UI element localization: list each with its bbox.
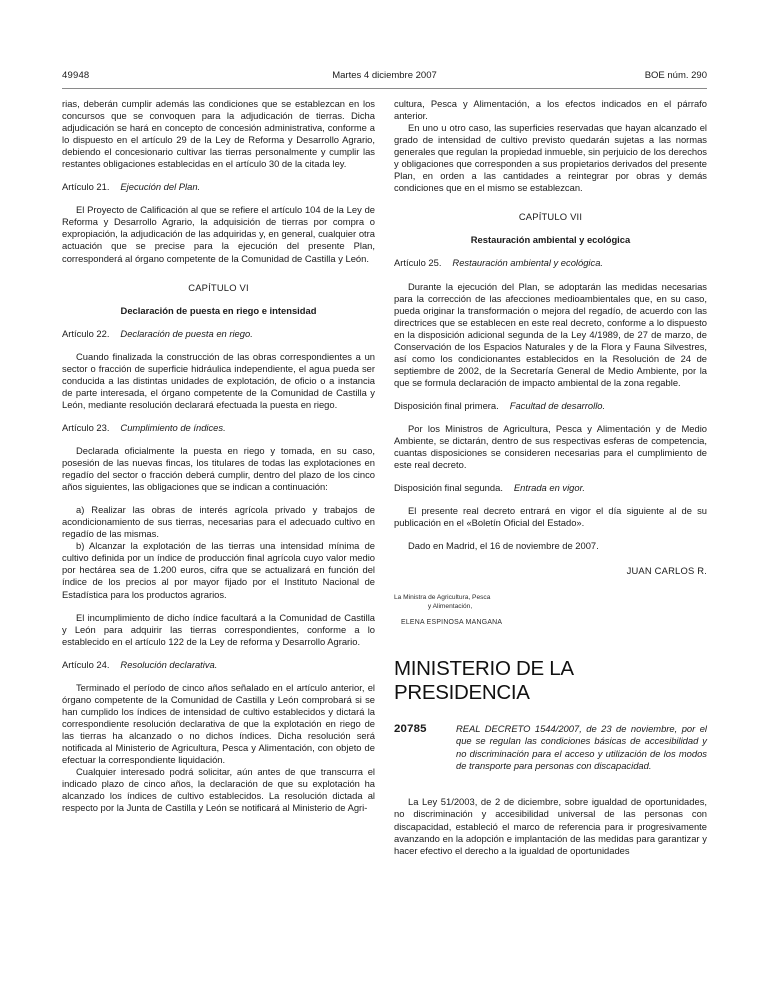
minister-role [394, 593, 506, 611]
article-23-title: Cumplimiento de índices. [120, 421, 226, 433]
decree-entry-number: 20785 [394, 723, 427, 736]
article-24-body-2: Cualquier interesado podrá solicitar, aún antes de que transcurra el indicado plazo de cinco años, la declaración de que su explotación ha alcanzado los índices de cultivo establecidos. La resolución dictada al respecto por la Junta de Castilla y León se notificará al Ministerio de Agri- [62, 766, 375, 814]
article-25-heading [394, 257, 707, 269]
chapter-vii-subtitle: Restauración ambiental y ecológica [470, 234, 631, 246]
article-21-body: El Proyecto de Calificación al que se refiere el artículo 104 de la Ley de Reforma y Desarrollo Agrario, la adquisición de tierras por compra o expropiación, la adjudicación de las adquiridas y, en general, cualquier otra actuación que se precise para la ejecución del presente Plan, corresponderá al órgano competente de la Comunidad de Castilla y León. [62, 204, 375, 264]
disposicion-segunda-title: Entrada en vigor. [513, 482, 585, 494]
article-21-title: Ejecución del Plan. [120, 181, 201, 193]
disposicion-primera-title: Facultad de desarrollo. [509, 399, 606, 411]
minister-name: ELENA ESPINOSA MANGANA [401, 619, 503, 627]
article-23-heading [62, 422, 375, 434]
right-column [394, 98, 707, 857]
decree-body-paragraph: La Ley 51/2003, de 2 de diciembre, sobre igualdad de oportunidades, no discriminación y accesibilidad universal de las personas con discapacidad, estableció el marco de referencia para ir progresivamente avanzando en la adopción e implantación de las medidas para garantizar y hacer efectivo el derecho a la igualdad de oportunidades [394, 796, 707, 856]
article-24-title: Resolución declarativa. [120, 658, 218, 670]
disposicion-primera-number: Disposición final primera. [394, 399, 499, 411]
disposicion-segunda-body: El presente real decreto entrará en vigor el día siguiente al de su publicación en el «Boletín Oficial del Estado». [394, 505, 707, 529]
article-24-body: Terminado el período de cinco años señalado en el artículo anterior, el órgano competente de la Comunidad de Castilla y León comprobará si se han cumplido los índices de intensidad de cultivo establecidos y dictará la correspondiente resolución declarativa de que la explotación en riego de las tierras ha alcanzado o no dichos índices. Dicha resolución será notificada al Ministerio de Agricultura, Pesca y Alimentación, con objeto de efectuar la correspondiente liquidación. [62, 681, 375, 766]
minister-role-line-2: y Alimentación, [427, 603, 473, 611]
article-23-body: Declarada oficialmente la puesta en riego y tomada, en su caso, posesión de las nuevas fincas, los titulares de todas las explotaciones en regadío del sector o fracción deberá cumplir, dentro del plazo de los cinco años siguientes, las obligaciones que se indican a continuación: [62, 444, 375, 493]
article-21-number: Artículo 21. [62, 181, 110, 193]
disposicion-primera-heading [394, 400, 707, 412]
king-signature: JUAN CARLOS R. [626, 565, 707, 577]
article-23-item-a: a) Realizar las obras de interés agrícola privado y trabajos de acondicionamiento de sus tierras, necesarias para el adecuado cultivo en regadío de las mismas. [62, 504, 375, 540]
article-23-closing: El incumplimiento de dicho índice facultará a la Comunidad de Castilla y León para adquirir las tierras correspondientes, conforme a lo establecido en el artículo 122 de la Ley de reforma y Desarrollo Agrario. [62, 611, 375, 647]
running-head [62, 70, 707, 88]
article-25-title: Restauración ambiental y ecológica. [452, 257, 604, 269]
disposicion-segunda-number: Disposición final segunda. [394, 482, 503, 494]
article-22-number: Artículo 22. [62, 327, 110, 339]
article-22-heading [62, 328, 375, 340]
disposicion-primera-body: Por los Ministros de Agricultura, Pesca y Alimentación y de Medio Ambiente, se dictarán, dentro de sus respectivas esferas de competencia, cuantas disposiciones se consideren necesarias para el cumplimiento de este real decreto. [394, 422, 707, 471]
right-continued-paragraph: cultura, Pesca y Alimentación, a los efectos indicados en el párrafo anterior. [394, 98, 707, 122]
left-column [62, 98, 375, 814]
right-paragraph-2: En uno u otro caso, las superficies reservadas que hayan alcanzado el grado de intensidad de cultivo previsto quedarán sujetas a las normas generales que regulan la propiedad inmueble, sin perjuicio de los derechos y obligaciones que corresponden a sus propietarios derivados del presente Plan, en orden a las cantidades a reintegrar por obras y demás condiciones que en el mismo se establezcan. [394, 122, 707, 194]
boe-issue-number: BOE núm. 290 [644, 70, 707, 81]
article-25-body: Durante la ejecución del Plan, se adoptarán las medidas necesarias para la corrección de las afecciones medioambientales que, en su caso, pueda originar la transformación o mejora del regadío, de acuerdo con las directrices que se establecen en este real decreto, conforme a lo dispuesto en la disposición adicional segunda de la Ley 4/1989, de 27 de marzo, de Conservación de los Espacios Naturales y de la Flora y Fauna Silvestres, así como los condicionantes establecidos en la Resolución de 24 de septiembre de 2002, de la Secretaría General de Medio Ambiente, por la que se formula declaración de impacto ambiental de la zona regable. [394, 280, 707, 388]
article-23-item-b: b) Alcanzar la explotación de las tierras una intensidad mínima de cultivo definida por un índice de producción final agrícola cuyo valor medio por hectárea sea de 1.200 euros, cifra que se actualizará en función del índice de los precios al por mayor fijado por el Instituto Nacional de Estadística para los productos agrarios. [62, 540, 375, 600]
header-rule [62, 88, 707, 89]
disposicion-segunda-heading [394, 482, 707, 494]
chapter-vi-label: CAPÍTULO VI [188, 281, 249, 293]
minister-signature-block [394, 593, 707, 627]
article-25-number: Artículo 25. [394, 257, 442, 269]
article-24-heading [62, 659, 375, 671]
article-24-number: Artículo 24. [62, 658, 110, 670]
continued-paragraph: rias, deberán cumplir además las condiciones que se establezcan en los concursos que se convoquen para la adjudicación de tierras. Dicha adjudicación se hará en concepto de concesión administrativa, conforme a lo dispuesto en el artículo 29 de la Ley de Reforma y Desarrollo Agrario, debiendo el concesionario cultivar las tierras personalmente y cumplir las restantes obligaciones establecidas en el artículo 30 de la citada ley. [62, 98, 375, 170]
chapter-vii-label: CAPÍTULO VII [518, 211, 583, 223]
article-22-body: Cuando finalizada la construcción de las obras correspondientes a un sector o fracción de superficie hidráulica independiente, el agua pueda ser conducida a las distintas unidades de explotación, de oficio o a instancia de parte interesada, el órgano competente de la Comunidad de Castilla y León, mediante resolución declarará efectuada la puesta en riego. [62, 350, 375, 410]
article-23-number: Artículo 23. [62, 421, 110, 433]
dated-line: Dado en Madrid, el 16 de noviembre de 2007. [408, 540, 599, 552]
ministry-heading: MINISTERIO DE LA PRESIDENCIA [394, 657, 573, 705]
chapter-vi-subtitle: Declaración de puesta en riego e intensidad [120, 304, 317, 316]
article-22-title: Declaración de puesta en riego. [120, 327, 253, 339]
running-head-title: Martes 4 diciembre 2007 [332, 70, 437, 81]
decree-entry [394, 723, 707, 785]
decree-entry-title: REAL DECRETO 1544/2007, de 23 de noviembre, por el que se regulan las condiciones básicas de accesibilidad y no discriminación para el acceso y utilización de los modos de transporte para personas con discapacidad. [456, 723, 707, 771]
page-folio-number: 49948 [62, 70, 90, 81]
minister-role-line-1: La Ministra de Agricultura, Pesca [394, 594, 491, 602]
article-21-heading [62, 181, 375, 193]
